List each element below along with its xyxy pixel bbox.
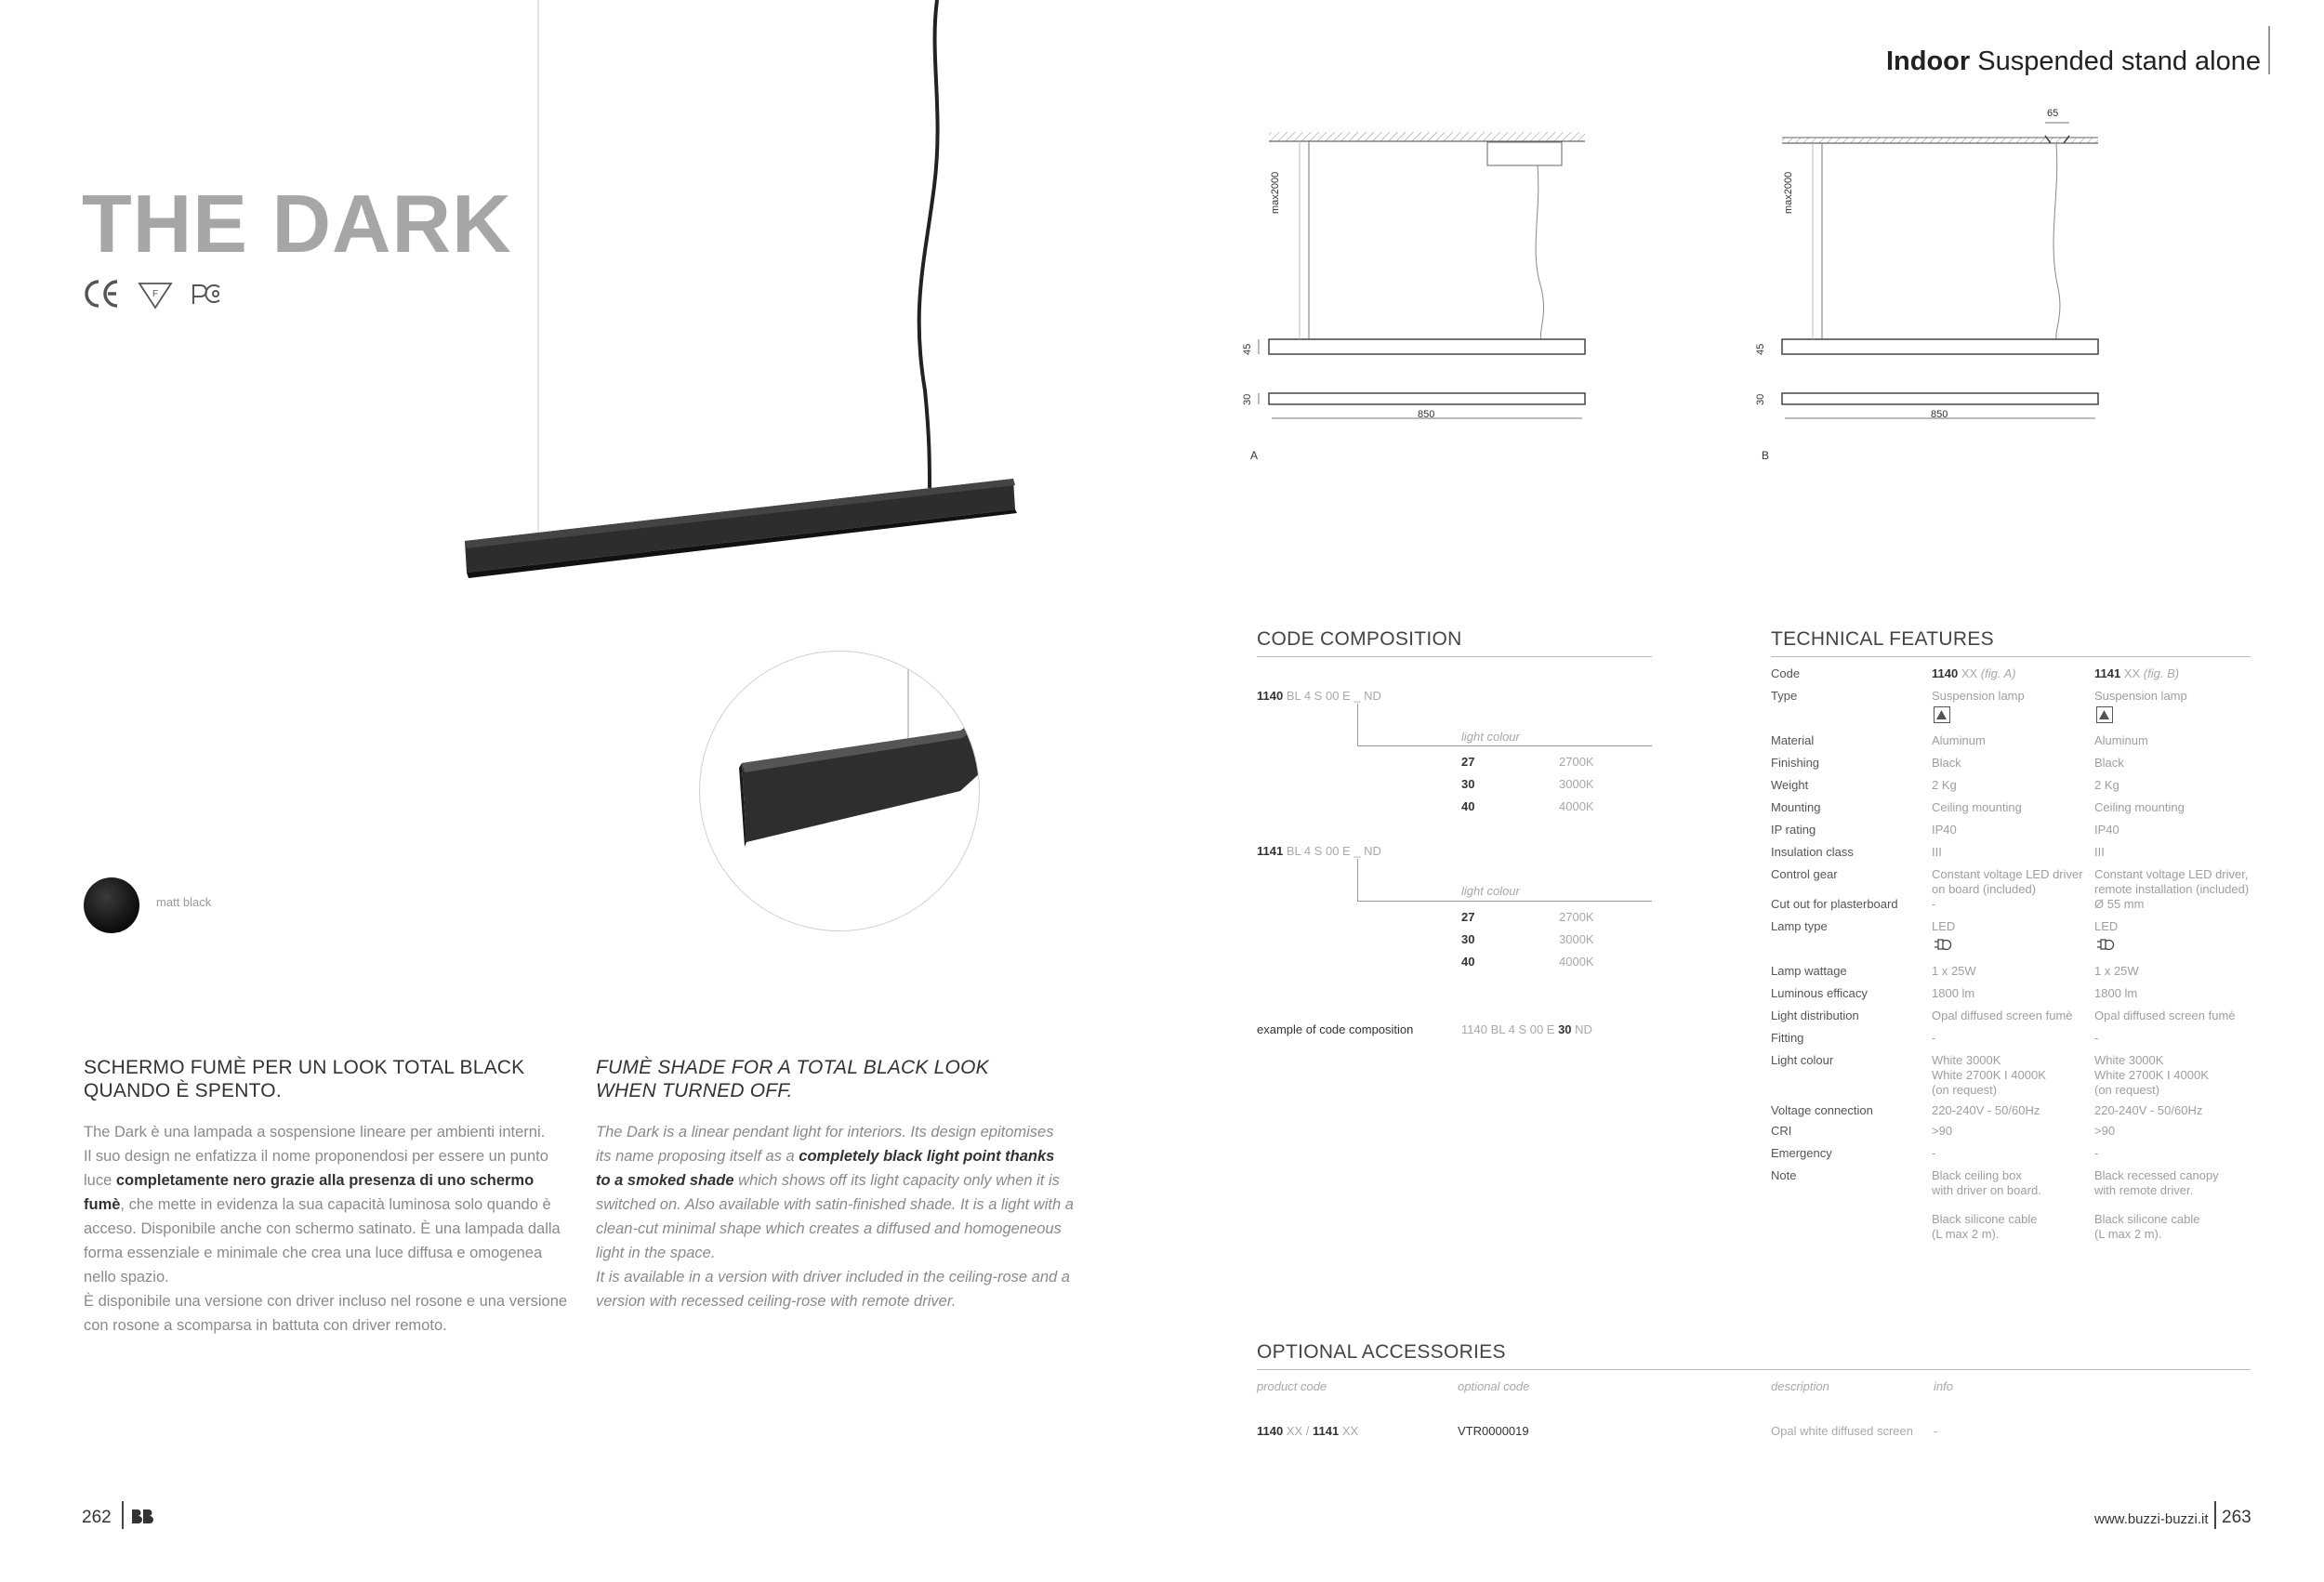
website-url[interactable]: www.buzzi-buzzi.it — [2094, 1511, 2209, 1527]
tf-row-value-a: IP40 — [1932, 823, 1957, 837]
accessories-header-optional: optional code — [1458, 1379, 1530, 1393]
en-line: clean-cut minimal shape which creates a diffused and homogeneous — [596, 1220, 1062, 1237]
tf-code-a-xx: XX — [1958, 666, 1981, 680]
en-line: to a smoked shade which shows off its light capacity only when it is — [596, 1172, 1060, 1189]
tf-row-value-b: 2 Kg — [2094, 778, 2119, 792]
option-temp: 4000K — [1559, 955, 1594, 969]
accessories-product-code — [1257, 1424, 1358, 1438]
tf-row-label: Emergency — [1771, 1146, 1832, 1160]
tf-row-value-b: Constant voltage LED driver, remote installation (included) — [2094, 867, 2250, 896]
footer-divider-right — [2214, 1501, 2216, 1529]
tf-row-value-a: LED — [1932, 919, 1956, 933]
tf-row-label: Light distribution — [1771, 1009, 1859, 1022]
finish-label: matt black — [156, 895, 212, 909]
tf-row-label: Mounting — [1771, 800, 1821, 814]
tf-row-label: Lamp type — [1771, 919, 1828, 933]
tf-row-value-a: Constant voltage LED driver on board (included) — [1932, 867, 2083, 896]
accessories-rule — [1257, 1369, 2251, 1370]
code-block-1-bold: 1140 — [1257, 689, 1284, 703]
en-line: version with recessed ceiling-rose with remote driver. — [596, 1293, 957, 1310]
option-temp: 4000K — [1559, 799, 1594, 813]
tf-row-label: Insulation class — [1771, 845, 1854, 859]
tf-row-value-b: Black — [2094, 756, 2124, 770]
tf-row-value-b: White 3000K White 2700K I 4000K (on request) — [2094, 1053, 2209, 1097]
it-line: fumè, che mette in evidenza la sua capacità luminosa solo quando è — [84, 1196, 551, 1213]
tf-row-value-b: Ø 55 mm — [2094, 897, 2145, 911]
option-code: 27 — [1461, 755, 1475, 769]
tf-code-b-fig: (fig. B) — [2143, 666, 2180, 680]
tf-note2-b: Black silicone cable (L max 2 m). — [2094, 1212, 2200, 1241]
tf-row-label: Note — [1771, 1168, 1797, 1182]
code-composition-rule — [1257, 656, 1652, 657]
tf-code-a-fig: (fig. A) — [1980, 666, 2016, 680]
english-heading: FUMÈ SHADE FOR A TOTAL BLACK LOOK WHEN TURNED OFF. — [596, 1057, 989, 1101]
tf-note2-a: Black silicone cable (L max 2 m). — [1932, 1212, 2038, 1241]
acc-p1-bold: 1140 — [1257, 1424, 1284, 1438]
drawing-a-h30: 30 — [1242, 393, 1253, 405]
tf-code-label: Code — [1771, 666, 1801, 680]
tf-row-value-a: III — [1932, 845, 1942, 859]
drawing-b-width: 850 — [1931, 409, 1948, 420]
tf-row-value-b: - — [2094, 1146, 2099, 1160]
example-code-bold: 30 — [1558, 1022, 1572, 1036]
tf-row-value-a: Suspension lamp — [1932, 689, 2025, 703]
finish-swatch — [84, 877, 139, 933]
tf-row-value-a: 1 x 25W — [1932, 964, 1976, 978]
drawing-a-width: 850 — [1418, 409, 1435, 420]
tf-code-b-bold: 1141 — [2094, 666, 2121, 680]
it-line: con rosone a scomparsa in battuta con driver remoto. — [84, 1317, 447, 1334]
tf-row-label: Material — [1771, 733, 1815, 747]
technical-features-title: TECHNICAL FEATURES — [1771, 628, 1994, 650]
product-title: THE DARK — [82, 178, 512, 270]
page-number-left: 262 — [82, 1508, 112, 1527]
option-temp: 2700K — [1559, 755, 1594, 769]
acc-p1-rest: XX / — [1283, 1424, 1313, 1438]
f-mark-icon — [139, 283, 171, 308]
tf-row-value-b: >90 — [2094, 1124, 2116, 1138]
accessories-description: Opal white diffused screen — [1771, 1424, 1913, 1438]
tf-row-value-b: Suspension lamp — [2094, 689, 2187, 703]
header-subcategory: Suspended stand alone — [1970, 46, 2261, 76]
tf-row-value-a: Black ceiling box with driver on board. — [1932, 1168, 2041, 1197]
option-code: 40 — [1461, 799, 1475, 813]
page-number-right: 263 — [2222, 1508, 2251, 1527]
code-block-2 — [1257, 844, 1381, 858]
example-label: example of code composition — [1257, 1022, 1414, 1036]
page-header — [1886, 46, 2261, 77]
tf-row-label: Light colour — [1771, 1053, 1834, 1067]
drawing-a-h45: 45 — [1242, 343, 1253, 355]
technical-drawing-a — [1242, 102, 1618, 474]
led-lamp-icon — [1934, 938, 1954, 951]
tf-row-value-b: Opal diffused screen fumè — [2094, 1009, 2236, 1022]
tf-row-value-a: White 3000K White 2700K I 4000K (on request) — [1932, 1053, 2046, 1097]
tf-row-value-a: Opal diffused screen fumè — [1932, 1009, 2073, 1022]
option-temp: 2700K — [1559, 910, 1594, 924]
tf-row-label: Control gear — [1771, 867, 1838, 881]
tf-code-b-xx: XX — [2120, 666, 2144, 680]
code-block-2-rest: BL 4 S 00 E _ ND — [1283, 844, 1381, 858]
suspension-lamp-icon — [1934, 706, 1950, 723]
example-code-post: ND — [1571, 1022, 1592, 1036]
option-temp: 3000K — [1559, 932, 1594, 946]
tf-row-value-b: Aluminum — [2094, 733, 2148, 747]
tf-row-label: Weight — [1771, 778, 1809, 792]
it-line: È disponibile una versione con driver incluso nel rosone e una versione — [84, 1293, 568, 1310]
tf-row-value-b: Ceiling mounting — [2094, 800, 2185, 814]
en-line: The Dark is a linear pendant light for interiors. Its design epitomises — [596, 1124, 1054, 1140]
accessories-header-description: description — [1771, 1379, 1829, 1393]
tf-row-label: CRI — [1771, 1124, 1792, 1138]
accessories-header-info: info — [1934, 1379, 1953, 1393]
accessories-header-product: product code — [1257, 1379, 1327, 1393]
drawing-a-label: A — [1250, 449, 1259, 462]
option-temp: 3000K — [1559, 777, 1594, 791]
brand-logo-icon — [130, 1508, 154, 1524]
code-composition-title: CODE COMPOSITION — [1257, 628, 1462, 650]
technical-features-rule — [1771, 656, 2251, 657]
footer-divider-left — [122, 1501, 124, 1529]
code-block-2-bold: 1141 — [1257, 844, 1284, 858]
tf-row-value-b: 1 x 25W — [2094, 964, 2139, 978]
it-line: luce completamente nero grazie alla presenza di uno schermo — [84, 1172, 535, 1189]
product-photo — [446, 0, 1041, 595]
pct-mark-icon — [193, 285, 219, 304]
tf-code-a-bold: 1140 — [1932, 666, 1959, 680]
example-code-pre: 1140 BL 4 S 00 E — [1461, 1022, 1559, 1036]
tf-row-value-a: - — [1932, 1031, 1936, 1045]
code-connector-1 — [1357, 704, 1358, 746]
tf-row-label: Finishing — [1771, 756, 1820, 770]
italian-heading: SCHERMO FUMÈ PER UN LOOK TOTAL BLACK QUANDO È SPENTO. — [84, 1057, 525, 1101]
light-colour-label-1: light colour — [1461, 730, 1520, 744]
it-line: acceso. Disponibile anche con schermo satinato. È una lampada dalla — [84, 1220, 561, 1237]
option-code: 30 — [1461, 932, 1475, 946]
drawing-b-h30: 30 — [1755, 393, 1766, 405]
detail-zoom-circle — [699, 651, 980, 931]
tf-row-value-a: 2 Kg — [1932, 778, 1957, 792]
italian-paragraph — [84, 1120, 586, 1338]
suspension-lamp-icon — [2096, 706, 2113, 723]
tf-row-value-a: - — [1932, 897, 1936, 911]
drawing-b-height: max2000 — [1783, 171, 1794, 214]
tf-row-value-a: Black — [1932, 756, 1961, 770]
option-code: 30 — [1461, 777, 1475, 791]
acc-p2-rest: XX — [1339, 1424, 1359, 1438]
code-block-1-rest: BL 4 S 00 E _ ND — [1283, 689, 1381, 703]
code-block-1 — [1257, 689, 1381, 703]
tf-row-value-a: - — [1932, 1146, 1936, 1160]
code-connector-2 — [1357, 859, 1358, 902]
tf-row-label: Type — [1771, 689, 1798, 703]
tf-row-value-a: Ceiling mounting — [1932, 800, 2022, 814]
header-category: Indoor — [1885, 46, 1971, 76]
drawing-b-h45: 45 — [1755, 343, 1766, 355]
certification-icons — [82, 276, 240, 313]
ce-mark-icon — [86, 282, 117, 306]
tf-row-value-b: 220-240V - 50/60Hz — [2094, 1103, 2203, 1117]
acc-p2-bold: 1141 — [1313, 1424, 1340, 1438]
accessories-optional-code: VTR0000019 — [1458, 1424, 1529, 1438]
en-line: light in the space. — [596, 1245, 716, 1261]
accessories-title: OPTIONAL ACCESSORIES — [1257, 1341, 1506, 1363]
tf-row-value-b: - — [2094, 1031, 2099, 1045]
tf-row-value-b: 1800 lm — [2094, 986, 2138, 1000]
option-code: 40 — [1461, 955, 1475, 969]
it-line: forma essenziale e minimale che crea una luce diffusa e omogenea — [84, 1245, 543, 1261]
tf-row-value-a: 1800 lm — [1932, 986, 1975, 1000]
drawing-b-top: 65 — [2047, 108, 2059, 119]
technical-drawing-b — [1757, 102, 2129, 474]
tf-row-label: Cut out for plasterboard — [1771, 897, 1898, 911]
svg-text:F: F — [152, 289, 159, 299]
example-code — [1461, 1022, 1592, 1036]
tf-code-b — [2094, 666, 2179, 680]
header-divider — [2268, 26, 2270, 74]
tf-row-value-a: >90 — [1932, 1124, 1953, 1138]
tf-row-value-a: 220-240V - 50/60Hz — [1932, 1103, 2040, 1117]
tf-row-value-a: Aluminum — [1932, 733, 1986, 747]
drawing-a-height: max2000 — [1270, 171, 1281, 214]
code-connector-2h — [1357, 901, 1652, 902]
drawing-b-label: B — [1762, 449, 1770, 462]
led-lamp-icon — [2096, 938, 2117, 951]
accessories-info: - — [1934, 1424, 1938, 1438]
tf-row-value-b: III — [2094, 845, 2105, 859]
it-line: Il suo design ne enfatizza il nome proponendosi per essere un punto — [84, 1148, 548, 1165]
en-line: its name proposing itself as a completely black light point thanks — [596, 1148, 1055, 1165]
tf-row-value-b: IP40 — [2094, 823, 2119, 837]
en-line: switched on. Also available with satin-finished shade. It is a light with a — [596, 1196, 1074, 1213]
it-line: nello spazio. — [84, 1269, 169, 1285]
option-code: 27 — [1461, 910, 1475, 924]
light-colour-label-2: light colour — [1461, 884, 1520, 898]
code-connector-1h — [1357, 745, 1652, 746]
en-line: It is available in a version with driver included in the ceiling-rose and a — [596, 1269, 1070, 1285]
tf-row-label: Luminous efficacy — [1771, 986, 1868, 1000]
it-line: The Dark è una lampada a sospensione lineare per ambienti interni. — [84, 1124, 546, 1140]
tf-row-value-b: LED — [2094, 919, 2119, 933]
tf-row-value-b: Black recessed canopy with remote driver. — [2094, 1168, 2219, 1197]
tf-row-label: Voltage connection — [1771, 1103, 1873, 1117]
tf-row-label: Lamp wattage — [1771, 964, 1847, 978]
tf-row-label: IP rating — [1771, 823, 1816, 837]
tf-code-a — [1932, 666, 2016, 680]
english-paragraph — [596, 1120, 1116, 1313]
tf-row-label: Fitting — [1771, 1031, 1804, 1045]
